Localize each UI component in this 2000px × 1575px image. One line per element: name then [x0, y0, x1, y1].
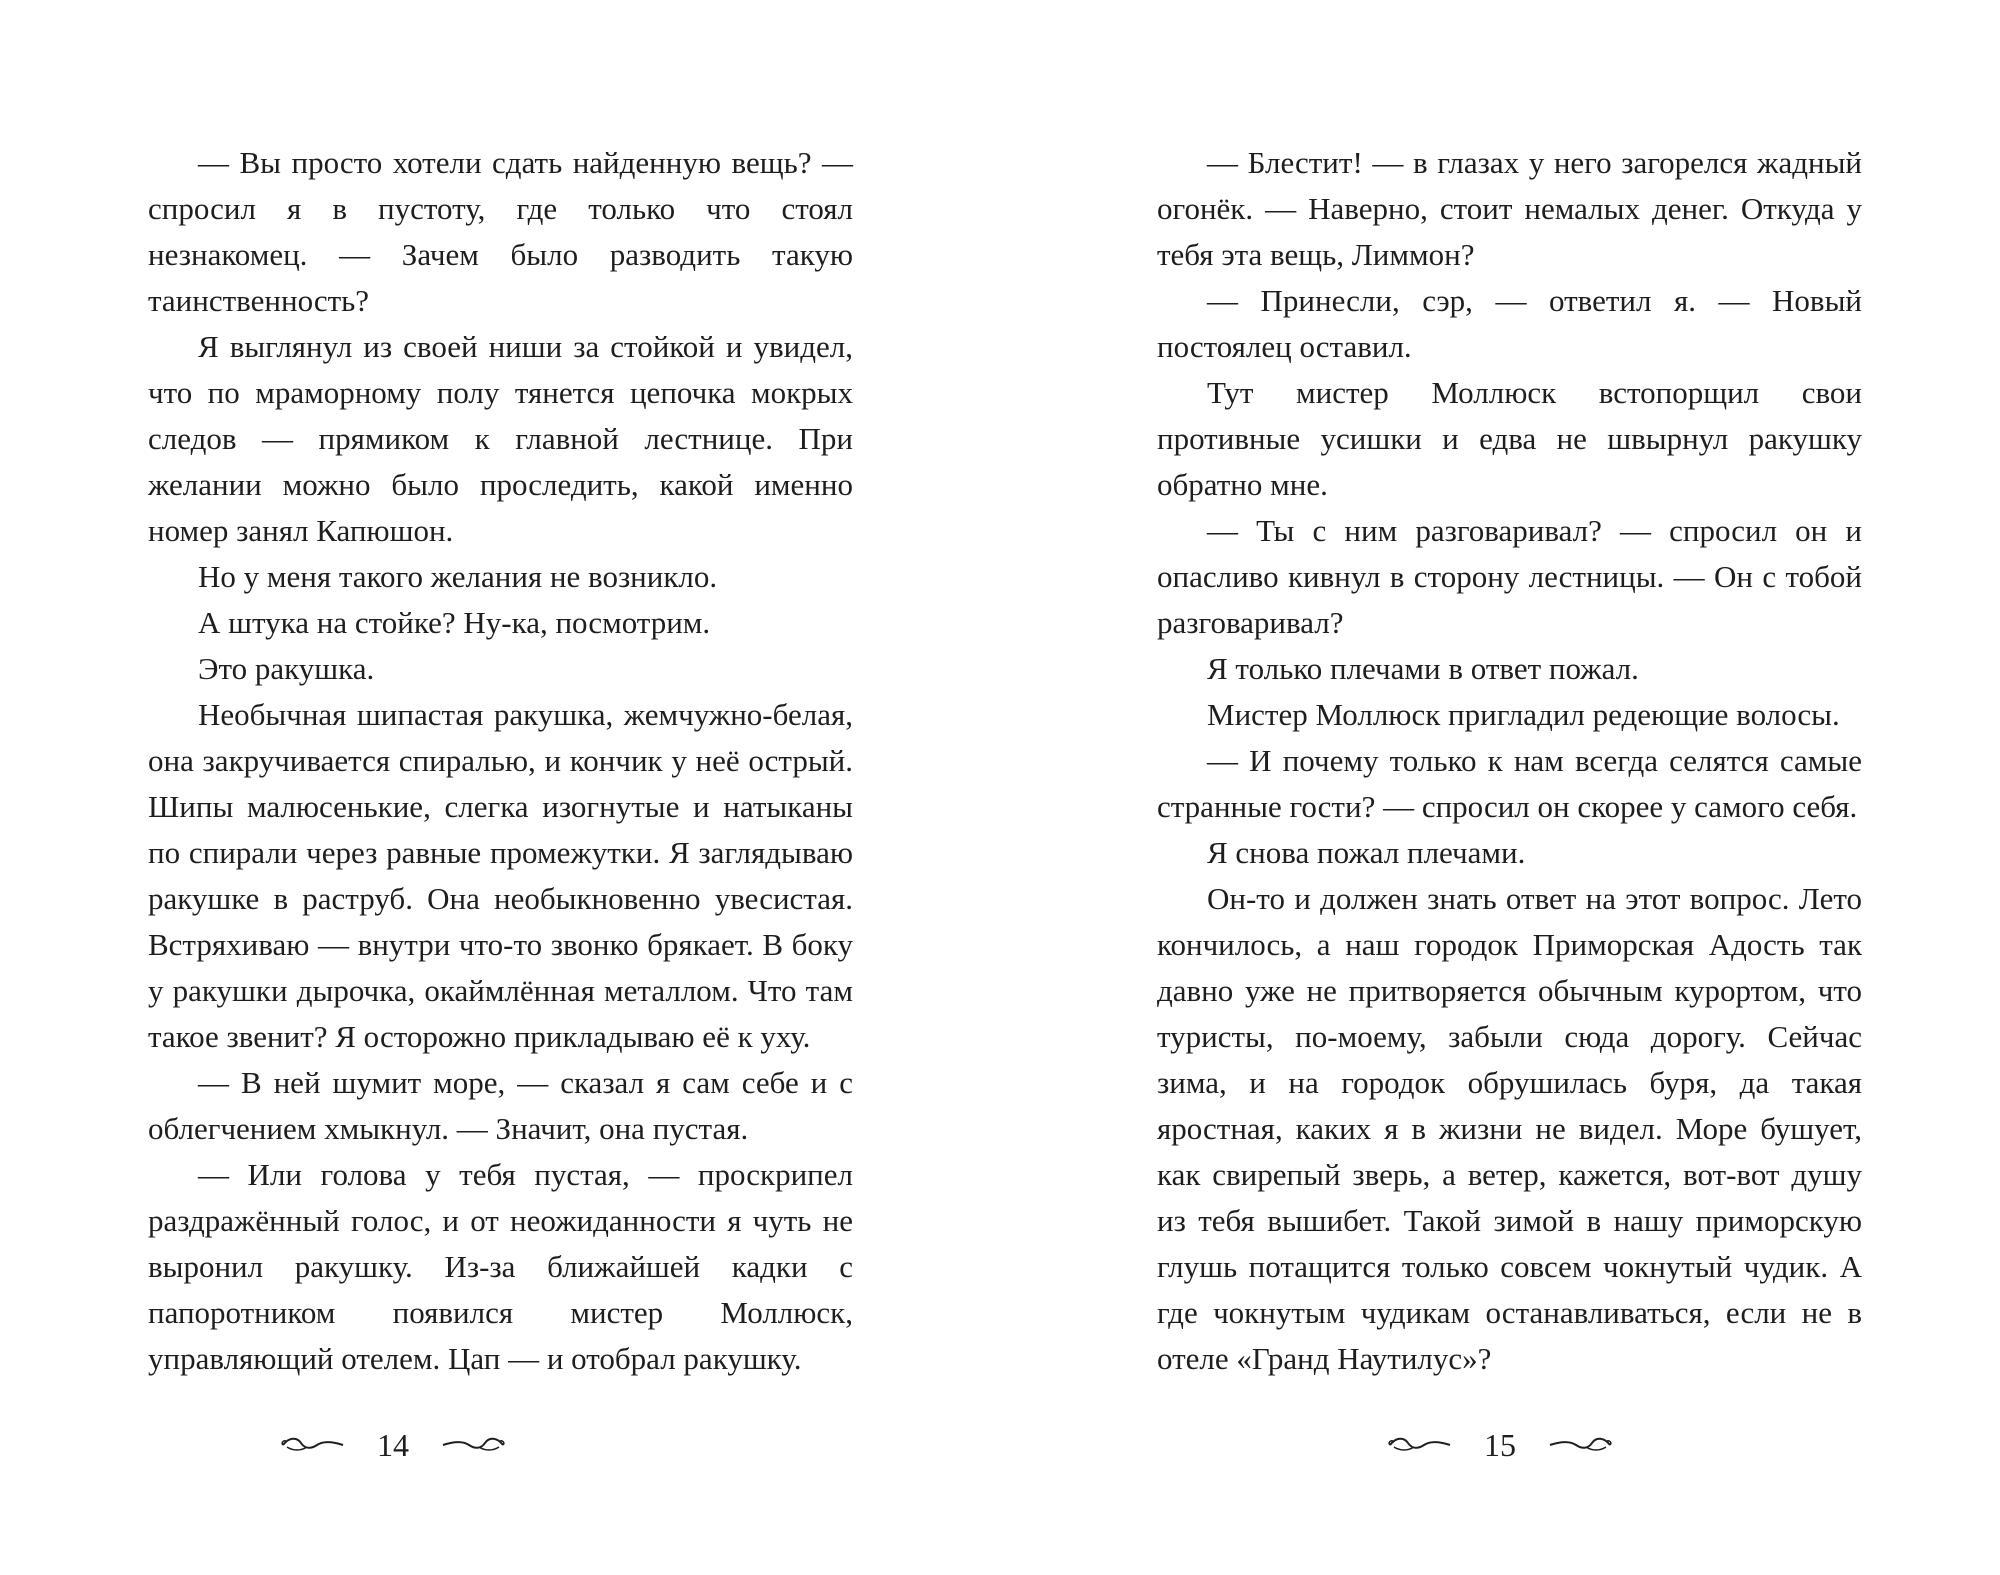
- swash-left-icon: [1388, 1433, 1452, 1457]
- page-number-footer: [1000, 1425, 2000, 1465]
- paragraph: — Блестит! — в глазах у него загорелся жадный огонёк. — Наверно, стоит немалых денег. Откуда у тебя эта вещь, Лиммон?: [1157, 145, 1862, 272]
- paragraph: Тут мистер Моллюск встопорщил свои противные усишки и едва не швырнул ракушку обратно мне.: [1157, 375, 1862, 502]
- right-page-text: [1157, 140, 1862, 1382]
- paragraph: Это ракушка.: [198, 651, 375, 686]
- paragraph: А штука на стойке? Ну-ка, посмотрим.: [198, 605, 711, 640]
- paragraph: Необычная шипастая ракушка, жемчужно-белая, она закручивается спиралью, и кончик у неё острый. Шипы малюсенькие, слегка изогнутые и натыканы по спирали через равные промежутки. Я заглядываю ракушке в раструб. Она необыкновенно увесистая. Встряхиваю — внутри что-то звонко брякает. В боку у ракушки дырочка, окаймлённая металлом. Что там такое звенит? Я осторожно прикладываю её к уху.: [148, 697, 853, 1054]
- swash-right-icon: [441, 1433, 505, 1457]
- paragraph: — Вы просто хотели сдать найденную вещь? — спросил я в пустоту, где только что стоял незнакомец. — Зачем было разводить такую таинственность?: [148, 145, 853, 318]
- paragraph: Я выглянул из своей ниши за стойкой и увидел, что по мраморному полу тянется цепочка мокрых следов — прямиком к главной лестнице. При желании можно было проследить, какой именно номер занял Капюшон.: [148, 329, 853, 548]
- paragraph: Я снова пожал плечами.: [1207, 835, 1526, 870]
- right-page: [1000, 0, 2000, 1575]
- paragraph: — Или голова у тебя пустая, — проскрипел раздражённый голос, и от неожиданности я чуть не выронил ракушку. Из-за ближайшей кадки с папоротником появился мистер Моллюск, управляющий отелем. Цап — и отобрал ракушку.: [148, 1157, 853, 1376]
- paragraph: — Принесли, сэр, — ответил я. — Новый постоялец оставил.: [1157, 283, 1862, 364]
- paragraph: — В ней шумит море, — сказал я сам себе и с облегчением хмыкнул. — Значит, она пустая.: [148, 1065, 853, 1146]
- swash-left-icon: [281, 1433, 345, 1457]
- page-number-footer: [0, 1425, 893, 1465]
- paragraph: — И почему только к нам всегда селятся самые странные гости? — спросил он скорее у самого себя.: [1157, 743, 1862, 824]
- page-number: 14: [377, 1427, 409, 1463]
- swash-right-icon: [1548, 1433, 1612, 1457]
- paragraph: Но у меня такого желания не возникло.: [198, 559, 718, 594]
- paragraph: — Ты с ним разговаривал? — спросил он и опасливо кивнул в сторону лестницы. — Он с тобой разговаривал?: [1157, 513, 1862, 640]
- paragraph: Мистер Моллюск пригладил редеющие волосы.: [1207, 697, 1840, 732]
- paragraph: Он-то и должен знать ответ на этот вопрос. Лето кончилось, а наш городок Приморская Адость так давно уже не притворяется обычным курортом, что туристы, по-моему, забыли сюда дорогу. Сейчас зима, и на городок обрушилась буря, да такая яростная, каких я в жизни не видел. Море бушует, как свирепый зверь, а ветер, кажется, вот-вот душу из тебя вышибет. Такой зимой в нашу приморскую глушь потащится только совсем чокнутый чудик. А где чокнутым чудикам останавливаться, если не в отеле «Гранд Наутилус»?: [1157, 881, 1862, 1376]
- page-number: 15: [1484, 1427, 1516, 1463]
- paragraph: Я только плечами в ответ пожал.: [1207, 651, 1639, 686]
- left-page-text: [148, 140, 853, 1382]
